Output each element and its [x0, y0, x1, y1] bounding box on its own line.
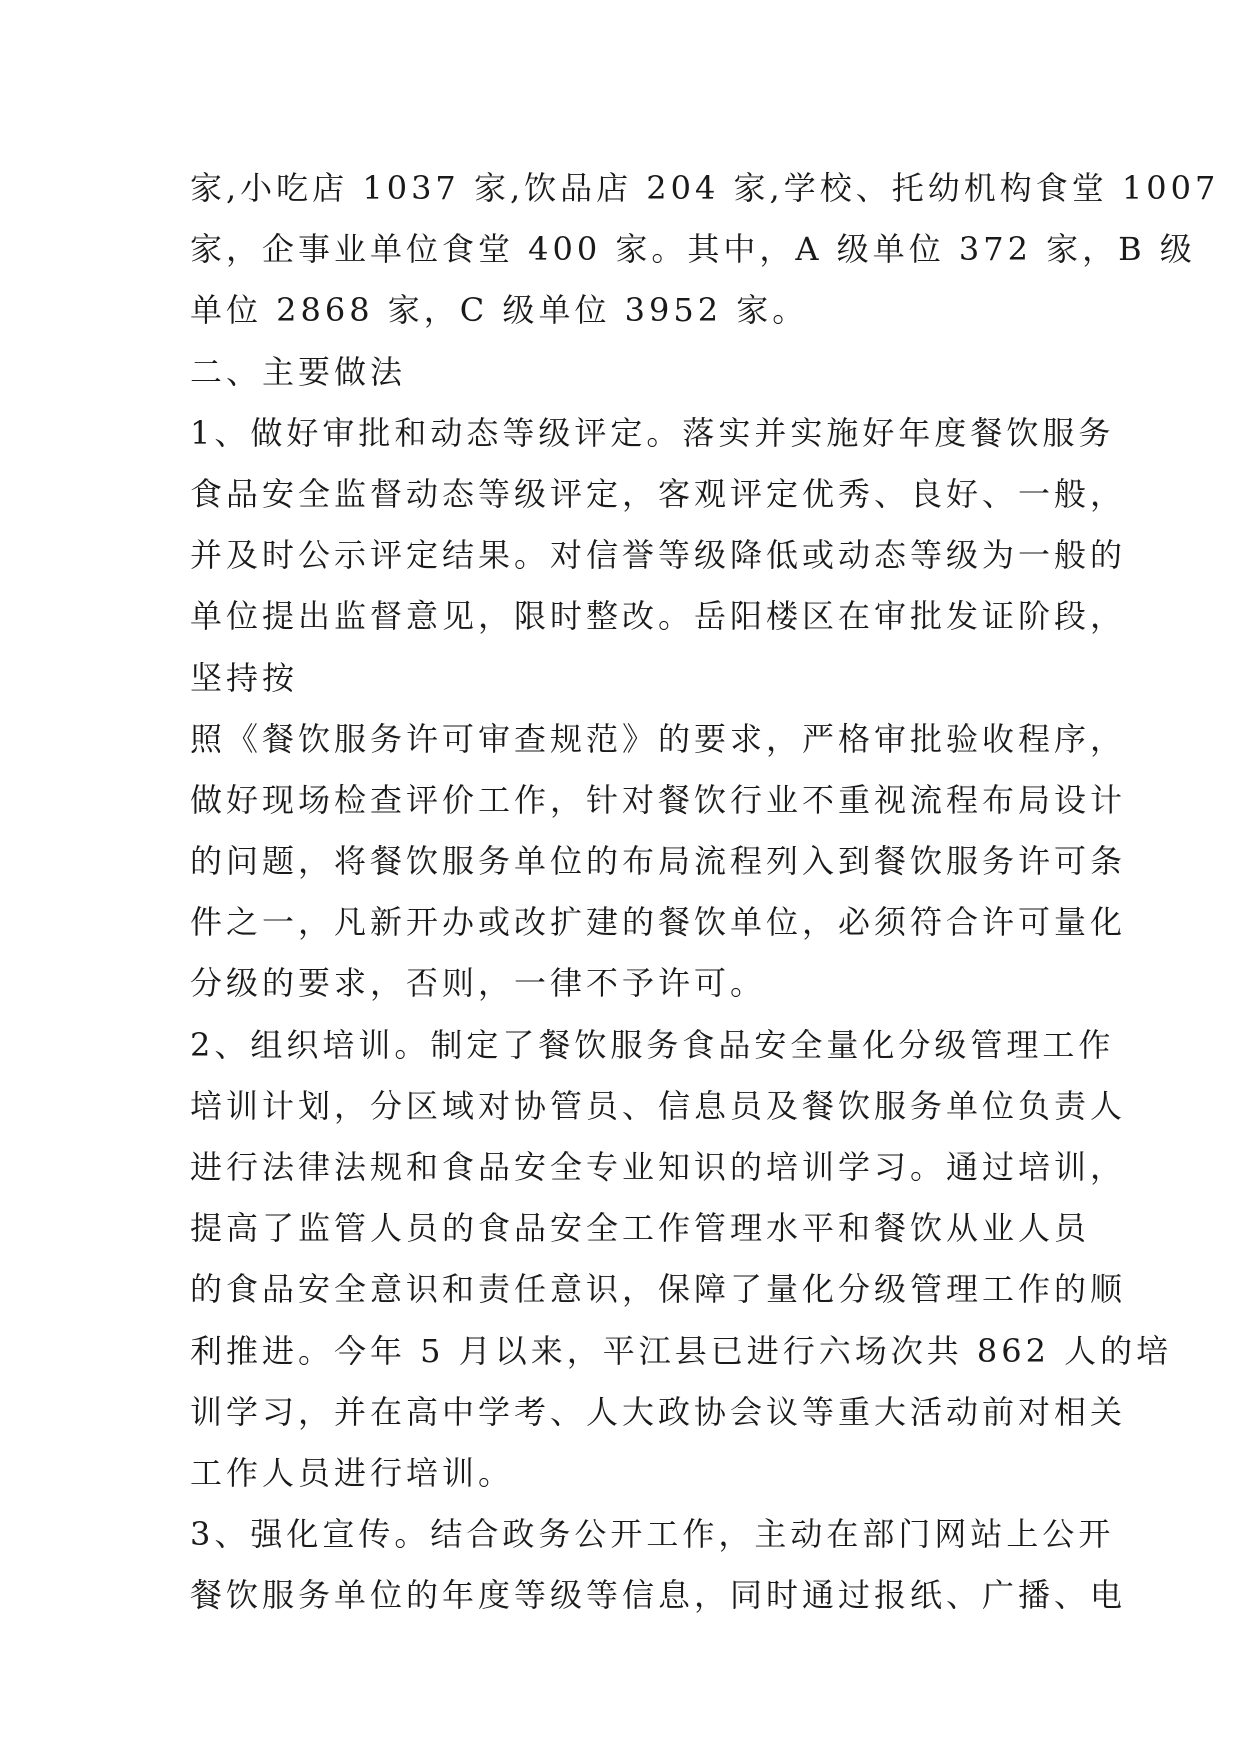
text-line: 分级的要求，否则，一律不予许可。: [190, 964, 767, 1003]
text-line: 单位提出监督意见，限时整改。岳阳楼区在审批发证阶段，: [190, 597, 1127, 636]
text-line: 照《餐饮服务许可审查规范》的要求，严格审批验收程序，: [190, 719, 1127, 758]
text-line: 进行法律法规和食品安全专业知识的培训学习。通过培训，: [190, 1148, 1127, 1186]
text-line: 单位 2868 家，C 级单位 3952 家。: [190, 291, 809, 330]
text-line: 并及时公示评定结果。对信誉等级降低或动态等级为一般的: [190, 536, 1127, 575]
text-line: 1、做好审批和动态等级评定。落实并实施好年度餐饮服务: [190, 413, 1115, 452]
text-line: 工作人员进行培训。: [190, 1453, 515, 1492]
section-heading: 二、主要做法: [190, 352, 407, 391]
text-line: 家，企事业单位食堂 400 家。其中，A 级单位 372 家，B 级: [190, 230, 1196, 269]
text-line: 家,小吃店 1037 家,饮品店 204 家,学校、托幼机构食堂 1007: [190, 169, 1220, 207]
text-line: 食品安全监督动态等级评定，客观评定优秀、良好、一般，: [190, 474, 1127, 513]
text-line: 3、强化宣传。结合政务公开工作，主动在部门网站上公开: [190, 1515, 1115, 1554]
text-line: 坚持按: [190, 658, 299, 697]
text-line: 培训计划，分区域对协管员、信息员及餐饮服务单位负责人: [190, 1086, 1127, 1125]
text-line: 训学习，并在高中学考、人大政协会议等重大活动前对相关: [190, 1392, 1127, 1431]
text-line: 的食品安全意识和责任意识，保障了量化分级管理工作的顺: [190, 1270, 1127, 1309]
text-line: 件之一，凡新开办或改扩建的餐饮单位，必须符合许可量化: [190, 903, 1127, 942]
text-line: 餐饮服务单位的年度等级等信息，同时通过报纸、广播、电: [190, 1576, 1127, 1615]
document-body: [190, 158, 1220, 1627]
text-line: 2、组织培训。制定了餐饮服务食品安全量化分级管理工作: [190, 1025, 1115, 1064]
text-line: 利推进。今年 5 月以来，平江县已进行六场次共 862 人的培: [190, 1331, 1173, 1370]
text-line: 提高了监管人员的食品安全工作管理水平和餐饮从业人员: [190, 1209, 1091, 1248]
text-line: 的问题，将餐饮服务单位的布局流程列入到餐饮服务许可条: [190, 842, 1127, 881]
text-line: 做好现场检查评价工作，针对餐饮行业不重视流程布局设计: [190, 780, 1127, 819]
